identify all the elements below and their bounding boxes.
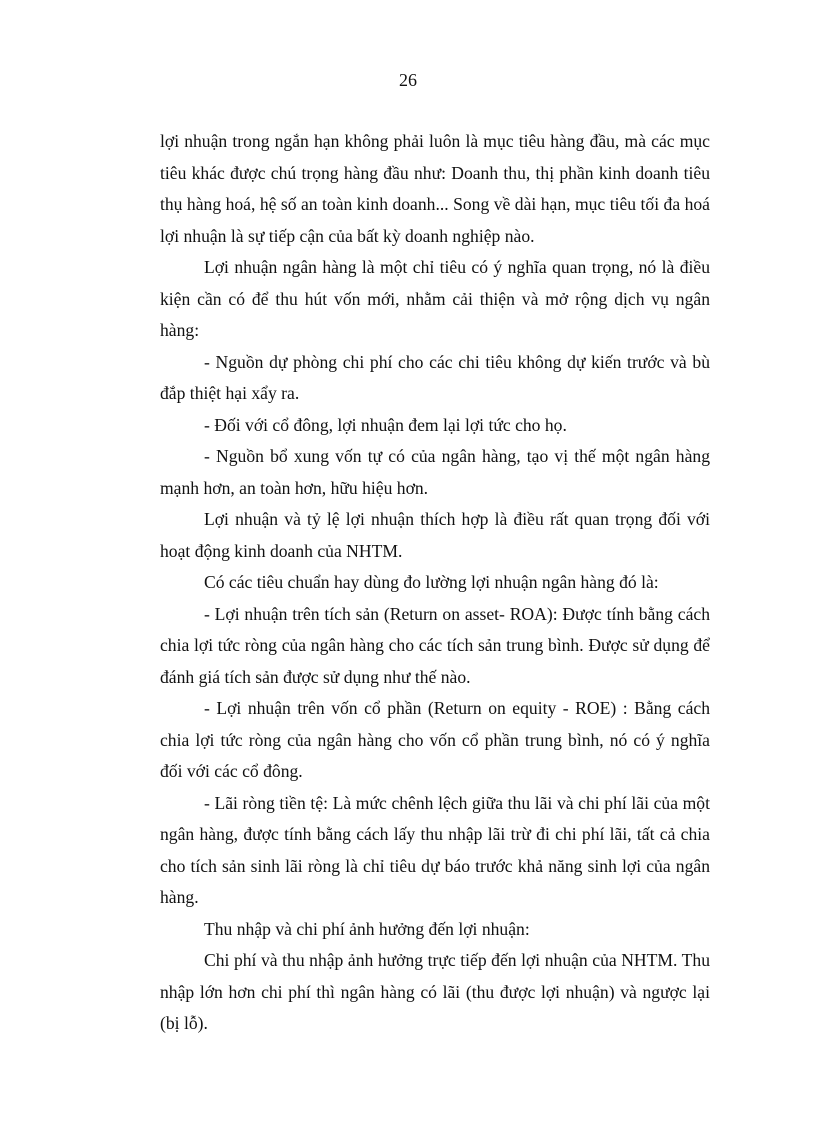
list-item-roe: - Lợi nhuận trên vốn cổ phần (Return on equity - ROE) : Bằng cách chia lợi tức ròng của ngân hàng cho vốn cổ phần trung bình, nó có ý nghĩa đối với các cổ đông. <box>160 698 710 781</box>
document-body <box>160 126 710 1040</box>
list-item-capital-supplement: - Nguồn bổ xung vốn tự có của ngân hàng, tạo vị thế một ngân hàng mạnh hơn, an toàn hơn, hữu hiệu hơn. <box>160 446 710 498</box>
list-item-net-interest: - Lãi ròng tiền tệ: Là mức chênh lệch giữa thu lãi và chi phí lãi của một ngân hàng, được tính bằng cách lấy thu nhập lãi trừ đi chi phí lãi, tất cả chia cho tích sản sinh lãi ròng là chỉ tiêu dự báo trước khả năng sinh lợi của ngân hàng. <box>160 792 710 907</box>
page-number: 26 <box>399 70 417 90</box>
list-item-roa: - Lợi nhuận trên tích sản (Return on asset- ROA): Được tính bằng cách chia lợi tức ròng của ngân hàng cho các tích sản trung bình. Được sử dụng để đánh giá tích sản được sử dụng như thế nào. <box>160 603 710 687</box>
paragraph-profit-ratio: Lợi nhuận và tỷ lệ lợi nhuận thích hợp là điều rất quan trọng đối với hoạt động kinh doanh của NHTM. <box>160 509 710 561</box>
list-item-reserve-source: - Nguồn dự phòng chi phí cho các chi tiêu không dự kiến trước và bù đắp thiệt hại xẩy ra. <box>160 351 710 403</box>
paragraph-income-expense-heading: Thu nhập và chi phí ảnh hưởng đến lợi nhuận: <box>204 918 530 939</box>
paragraph-income-expense-effect: Chi phí và thu nhập ảnh hưởng trực tiếp đến lợi nhuận của NHTM. Thu nhập lớn hơn chi phí thì ngân hàng có lãi (thu được lợi nhuận) và ngược lại (bị lỗ). <box>160 950 710 1033</box>
paragraph-bank-profit-importance: Lợi nhuận ngân hàng là một chỉ tiêu có ý nghĩa quan trọng, nó là điều kiện cần có để thu hút vốn mới, nhằm cải thiện và mở rộng dịch vụ ngân hàng: <box>160 257 710 340</box>
paragraph-continuation: lợi nhuận trong ngắn hạn không phải luôn là mục tiêu hàng đầu, mà các mục tiêu khác được chú trọng hàng đầu như: Doanh thu, thị phần kinh doanh tiêu thụ hàng hoá, hệ số an toàn kinh doanh... Song về dài hạn, mục tiêu tối đa hoá lợi nhuận là sự tiếp cận của bất kỳ doanh nghiệp nào. <box>160 131 710 246</box>
list-item-shareholders: - Đối với cổ đông, lợi nhuận đem lại lợi tức cho họ. <box>204 414 567 435</box>
paragraph-measurement-standards: Có các tiêu chuẩn hay dùng đo lường lợi nhuận ngân hàng đó là: <box>204 572 659 592</box>
